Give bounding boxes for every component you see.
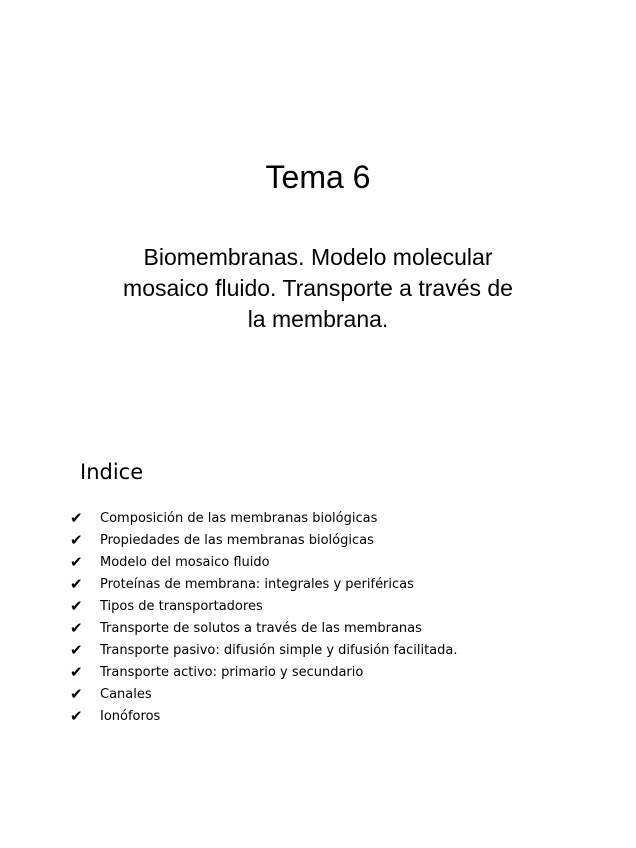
check-icon: ✔ bbox=[70, 597, 83, 615]
check-icon: ✔ bbox=[70, 531, 83, 549]
index-item-label: Proteínas de membrana: integrales y periféricas bbox=[100, 576, 414, 592]
index-item-transporte-pasivo bbox=[70, 639, 590, 661]
page-title: Tema 6 bbox=[265, 159, 371, 195]
index-item-label: Transporte de solutos a través de las membranas bbox=[100, 620, 422, 636]
page-subtitle: Biomembranas. Modelo molecular mosaico fluido. Transporte a través de la membrana. bbox=[123, 244, 513, 332]
index-item-label: Composición de las membranas biológicas bbox=[100, 510, 378, 526]
index-item-label: Modelo del mosaico fluido bbox=[100, 554, 270, 570]
index-list bbox=[70, 507, 590, 727]
index-item-propiedades bbox=[70, 529, 590, 551]
index-item-composicion bbox=[70, 507, 590, 529]
index-item-mosaico-fluido bbox=[70, 551, 590, 573]
check-icon: ✔ bbox=[70, 685, 83, 703]
check-icon: ✔ bbox=[70, 509, 83, 527]
index-item-label: Tipos de transportadores bbox=[100, 598, 263, 614]
index-item-canales bbox=[70, 683, 590, 705]
index-item-transporte-solutos bbox=[70, 617, 590, 639]
check-icon: ✔ bbox=[70, 553, 83, 571]
index-item-label: Transporte activo: primario y secundario bbox=[100, 664, 364, 680]
index-item-label: Ionóforos bbox=[100, 708, 161, 724]
index-item-label: Transporte pasivo: difusión simple y difusión facilitada. bbox=[100, 642, 458, 658]
index-item-transporte-activo bbox=[70, 661, 590, 683]
check-icon: ✔ bbox=[70, 707, 83, 725]
check-icon: ✔ bbox=[70, 641, 83, 659]
check-icon: ✔ bbox=[70, 575, 83, 593]
index-item-label: Canales bbox=[100, 686, 152, 702]
check-icon: ✔ bbox=[70, 663, 83, 681]
check-icon: ✔ bbox=[70, 619, 83, 637]
index-item-proteinas bbox=[70, 573, 590, 595]
index-heading: Indice bbox=[80, 460, 144, 484]
index-item-ionoforos bbox=[70, 705, 590, 727]
index-item-label: Propiedades de las membranas biológicas bbox=[100, 532, 374, 548]
index-item-transportadores bbox=[70, 595, 590, 617]
